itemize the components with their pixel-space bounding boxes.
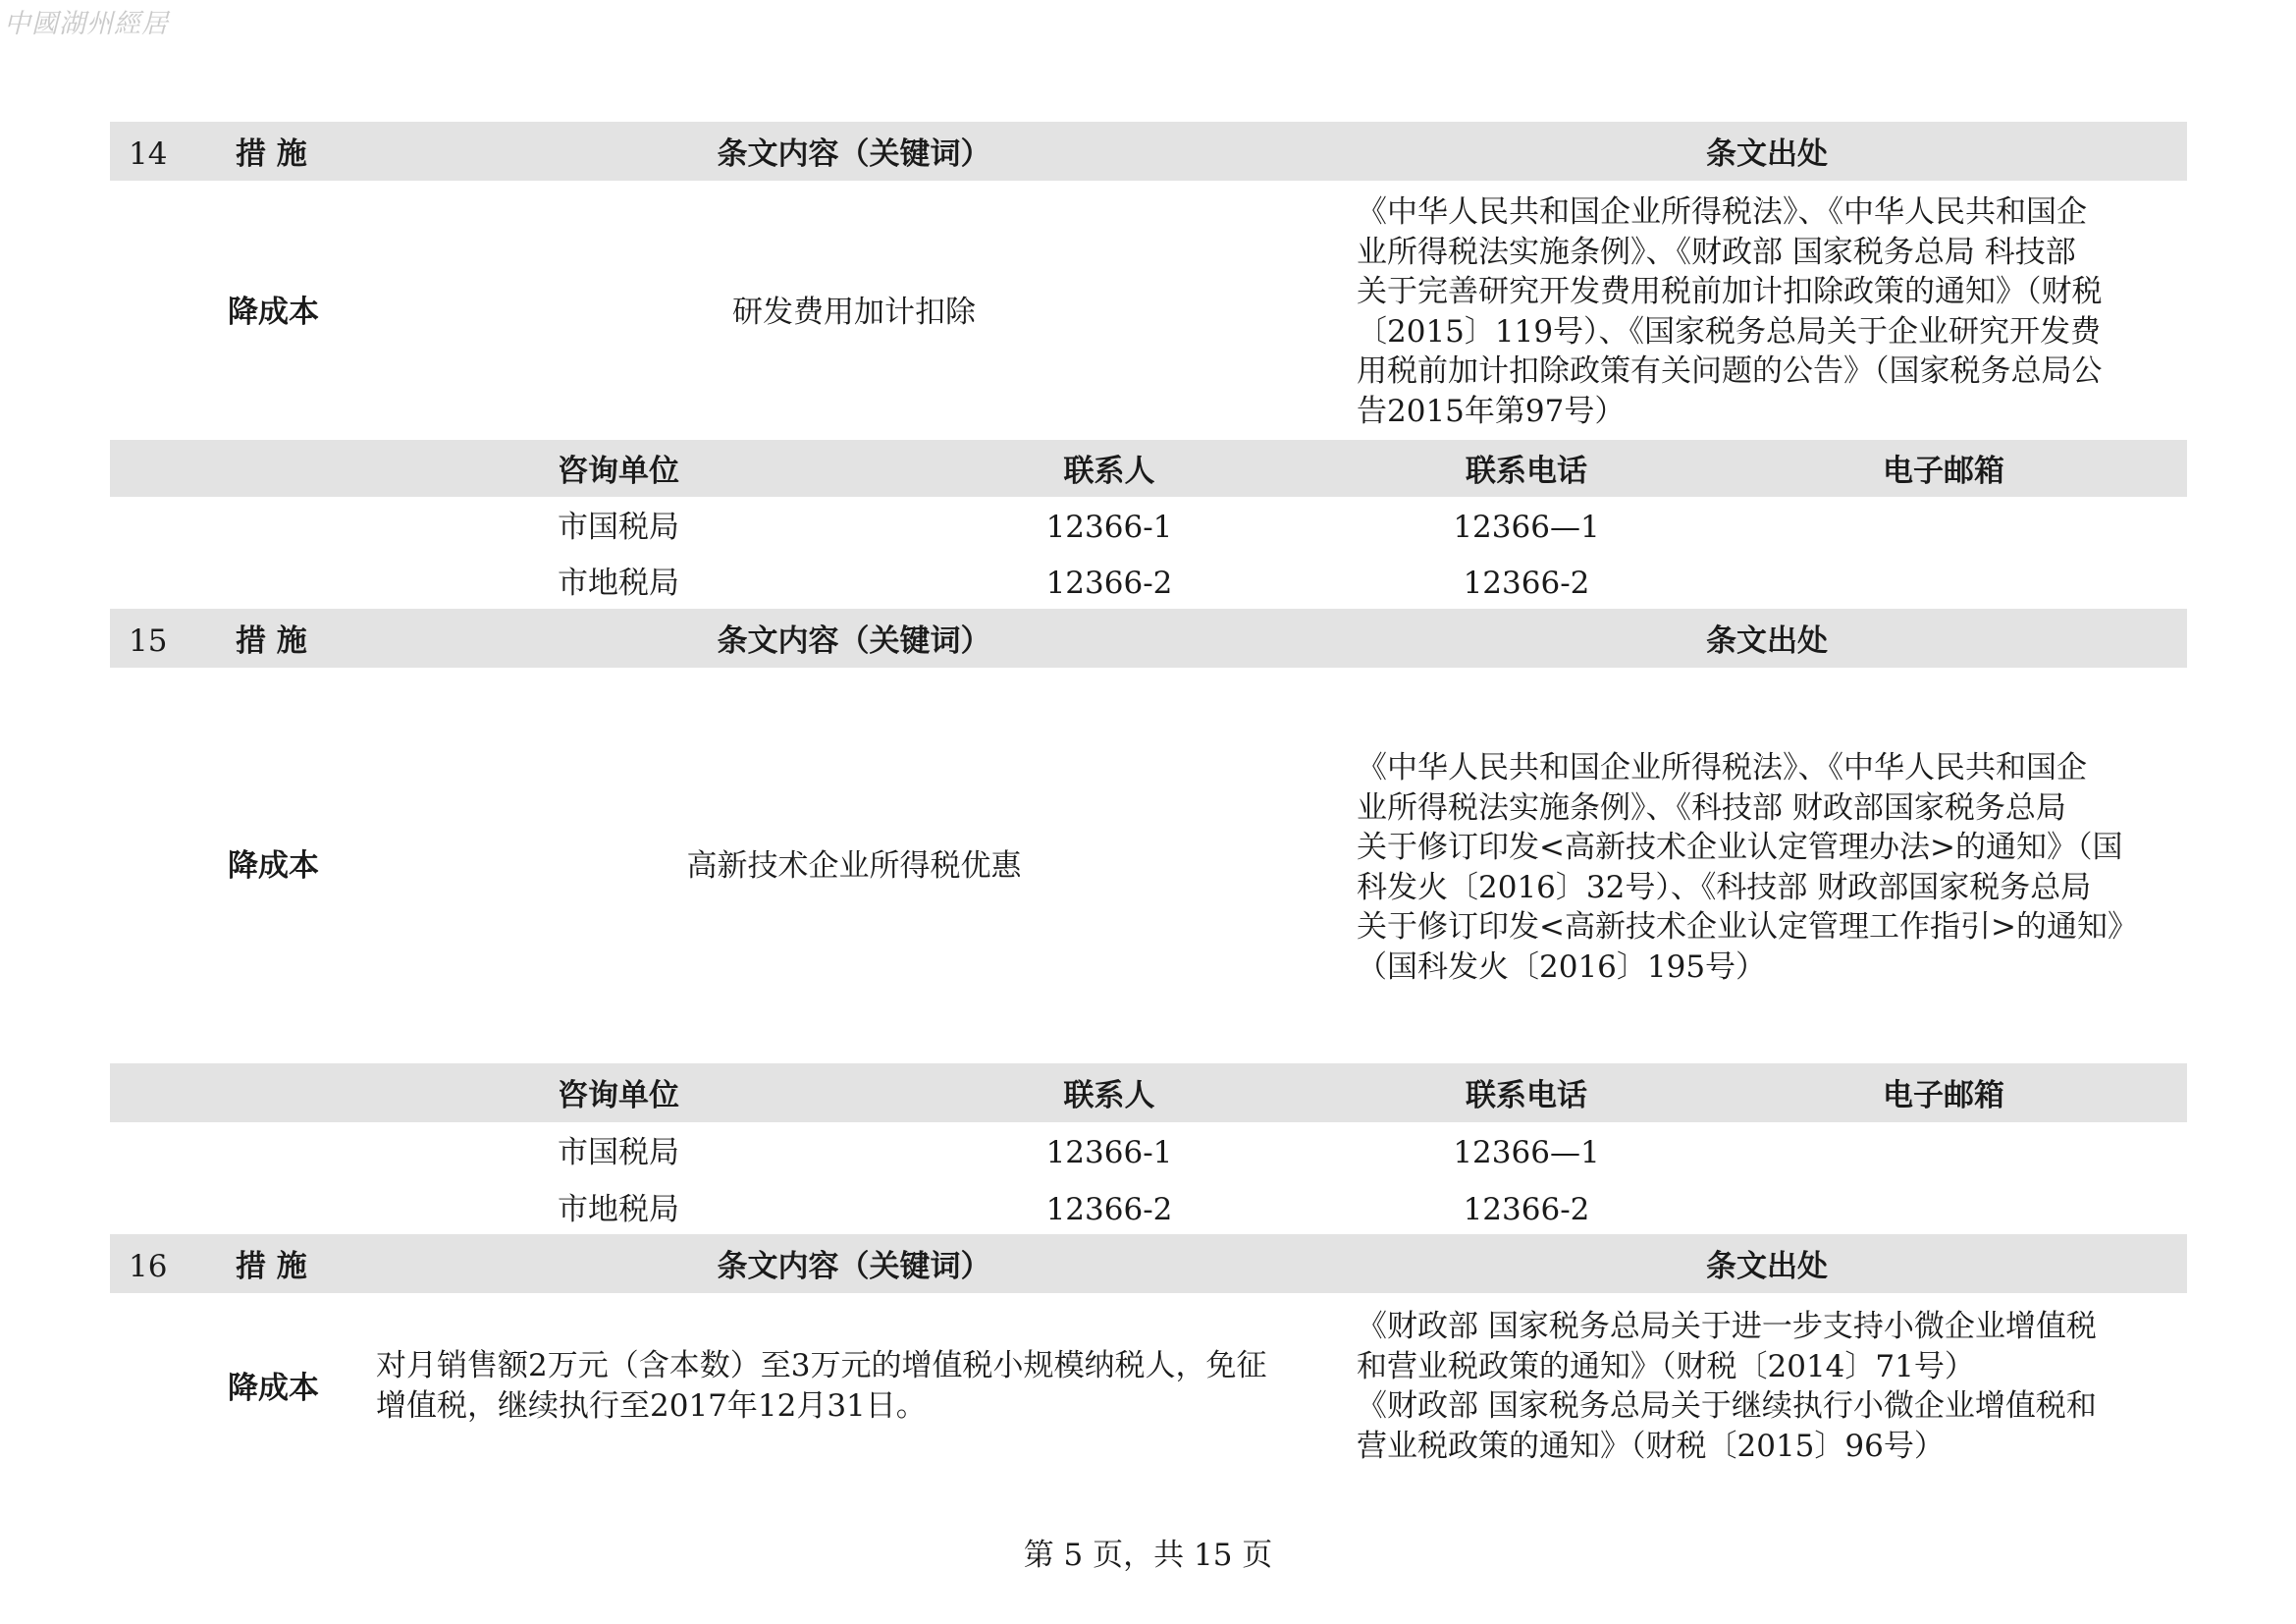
entry-14-row-2-person: 12366-2 [1045,566,1173,601]
entry-14-contact-header: 联系人 [1063,454,1155,489]
entry-14-row-1-phone: 12366—1 [1453,510,1600,545]
entry-15-row-1-person: 12366-1 [1045,1135,1173,1170]
entry-16-measure: 降成本 [228,1371,319,1406]
entry-16-content: 对月销售额2万元（含本数）至3万元的增值税小规模纳税人，免征 增值税，继续执行至2017年12月31日。 [376,1348,1267,1424]
entry-16-source-header: 条文出处 [1706,1249,1828,1284]
watermark-logo: 中國湖州經居 [4,9,169,39]
entry-14-content-header: 条文内容（关键词） [717,136,991,172]
entry-16-measure-header: 措 施 [236,1249,307,1284]
entry-14-row-2-unit: 市地税局 [558,566,679,601]
entry-14-number: 14 [129,136,168,172]
entry-15-row-1-phone: 12366—1 [1453,1135,1600,1170]
entry-14-row-1-person: 12366-1 [1045,510,1173,545]
entry-14-row-1-unit: 市国税局 [558,510,679,545]
entry-15-source: 《中华人民共和国企业所得税法》、《中华人民共和国企 业所得税法实施条例》、《科技部 财政部国家税务总局 关于修订印发<高新技术企业认定管理办法>的通知》（国 科发火〔2016〕32号）、《科技部 财政部国家税务总局 关于修订印发<高新技术企业认定管理工作指引>的通知》 （国科发火〔2016〕195号） [1357,750,2138,985]
entry-16-number: 16 [129,1249,168,1284]
entry-15-content: 高新技术企业所得税优惠 [686,848,1022,884]
entry-15-number: 15 [129,623,168,659]
entry-15-row-2-person: 12366-2 [1045,1192,1173,1227]
entry-15-source-header: 条文出处 [1706,623,1828,659]
entry-15-row-2-phone: 12366-2 [1463,1192,1590,1227]
entry-14-content: 研发费用加计扣除 [732,295,976,330]
entry-14-measure-header: 措 施 [236,136,307,172]
entry-15-row-2-unit: 市地税局 [558,1192,679,1227]
entry-15-row-1-unit: 市国税局 [558,1135,679,1170]
entry-14-email-header: 电子邮箱 [1883,454,2004,489]
entry-14-row-2-phone: 12366-2 [1463,566,1590,601]
entry-15-contact-header: 联系人 [1063,1078,1155,1113]
entry-15-measure: 降成本 [228,848,319,884]
page-number: 第 5 页，共 15 页 [1023,1538,1273,1573]
entry-14-unit-header: 咨询单位 [558,454,679,489]
entry-15-phone-header: 联系电话 [1466,1078,1587,1113]
entry-14-source: 《中华人民共和国企业所得税法》、《中华人民共和国企 业所得税法实施条例》、《财政部 国家税务总局 科技部 关于完善研究开发费用税前加计扣除政策的通知》（财税 〔2015〕119号）、《国家税务总局关于企业研究开发费 用税前加计扣除政策有关问题的公告》（国家税务总局公 告2015年第97号） [1357,194,2103,429]
entry-14-phone-header: 联系电话 [1466,454,1587,489]
entry-15-content-header: 条文内容（关键词） [717,623,991,659]
entry-15-unit-header: 咨询单位 [558,1078,679,1113]
entry-16-source: 《财政部 国家税务总局关于进一步支持小微企业增值税 和营业税政策的通知》（财税〔2014〕71号） 《财政部 国家税务总局关于继续执行小微企业增值税和 营业税政策的通知》（财税〔2015〕96号） [1357,1309,2097,1464]
entry-14-measure: 降成本 [228,295,319,330]
entry-16-content-header: 条文内容（关键词） [717,1249,991,1284]
entry-15-email-header: 电子邮箱 [1883,1078,2004,1113]
entry-15-measure-header: 措 施 [236,623,307,659]
entry-14-source-header: 条文出处 [1706,136,1828,172]
